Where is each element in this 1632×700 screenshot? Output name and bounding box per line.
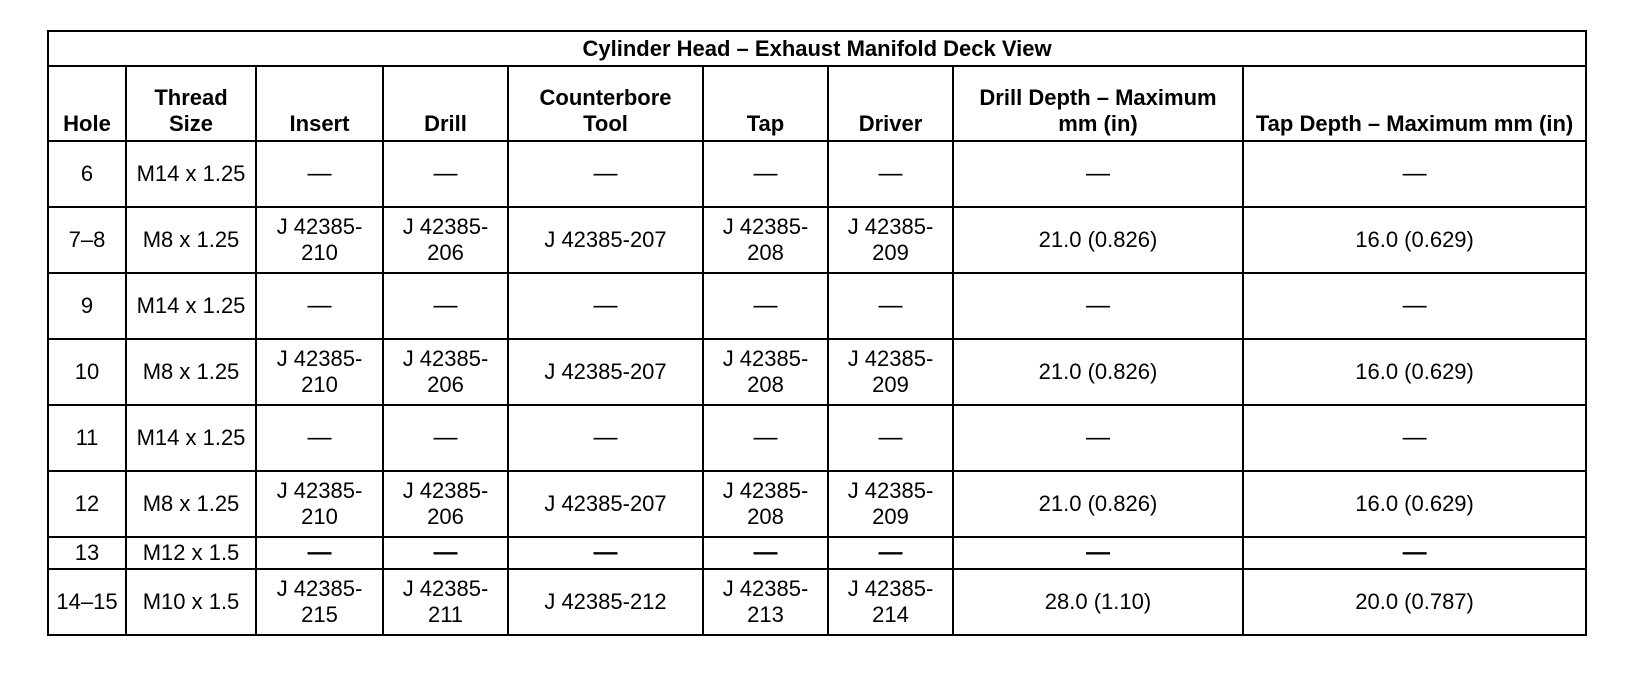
cell-insert: — xyxy=(256,405,383,471)
cell-tap: — xyxy=(703,537,828,569)
cell-thread-size: M12 x 1.5 xyxy=(126,537,256,569)
cell-drill-depth: 21.0 (0.826) xyxy=(953,339,1243,405)
cell-insert: — xyxy=(256,141,383,207)
cell-thread-size: M14 x 1.25 xyxy=(126,141,256,207)
cell-drill-depth: — xyxy=(953,273,1243,339)
cell-thread-size: M8 x 1.25 xyxy=(126,207,256,273)
cell-tap: — xyxy=(703,405,828,471)
cell-drill: J 42385-206 xyxy=(383,471,508,537)
cell-thread-size: M8 x 1.25 xyxy=(126,339,256,405)
cell-counterbore-tool: — xyxy=(508,141,703,207)
cell-thread-size: M8 x 1.25 xyxy=(126,471,256,537)
cell-counterbore-tool: J 42385-207 xyxy=(508,339,703,405)
cell-hole: 14–15 xyxy=(48,569,126,635)
cell-counterbore-tool: — xyxy=(508,537,703,569)
cell-driver: J 42385-209 xyxy=(828,207,953,273)
header-driver: Driver xyxy=(828,66,953,141)
table-row xyxy=(48,471,1586,537)
cell-drill: — xyxy=(383,405,508,471)
header-drill-depth: Drill Depth – Maximum mm (in) xyxy=(953,66,1243,141)
table-row xyxy=(48,405,1586,471)
cell-drill-depth: — xyxy=(953,141,1243,207)
cell-tap: J 42385-208 xyxy=(703,207,828,273)
header-insert: Insert xyxy=(256,66,383,141)
cell-insert: J 42385-210 xyxy=(256,207,383,273)
cell-drill: — xyxy=(383,537,508,569)
cell-hole: 9 xyxy=(48,273,126,339)
cell-tap-depth: — xyxy=(1243,141,1586,207)
cell-driver: — xyxy=(828,537,953,569)
cell-thread-size: M14 x 1.25 xyxy=(126,405,256,471)
cell-tap-depth: 16.0 (0.629) xyxy=(1243,339,1586,405)
cell-drill-depth: 21.0 (0.826) xyxy=(953,471,1243,537)
cell-counterbore-tool: J 42385-207 xyxy=(508,207,703,273)
cell-tap: J 42385-213 xyxy=(703,569,828,635)
cell-tap: — xyxy=(703,141,828,207)
cell-drill-depth: 28.0 (1.10) xyxy=(953,569,1243,635)
table-row xyxy=(48,273,1586,339)
table-row xyxy=(48,207,1586,273)
header-hole: Hole xyxy=(48,66,126,141)
cell-drill-depth: — xyxy=(953,537,1243,569)
cell-tap-depth: 16.0 (0.629) xyxy=(1243,207,1586,273)
cell-insert: — xyxy=(256,273,383,339)
header-tap: Tap xyxy=(703,66,828,141)
cell-driver: — xyxy=(828,273,953,339)
table-title: Cylinder Head – Exhaust Manifold Deck View xyxy=(48,31,1586,66)
cell-hole: 6 xyxy=(48,141,126,207)
cell-tap-depth: 16.0 (0.629) xyxy=(1243,471,1586,537)
cell-drill-depth: — xyxy=(953,405,1243,471)
cell-insert: — xyxy=(256,537,383,569)
cell-driver: J 42385-209 xyxy=(828,471,953,537)
cell-hole: 13 xyxy=(48,537,126,569)
cell-tap-depth: — xyxy=(1243,273,1586,339)
cell-hole: 12 xyxy=(48,471,126,537)
cell-tap-depth: — xyxy=(1243,537,1586,569)
cell-drill: — xyxy=(383,141,508,207)
header-tap-depth: Tap Depth – Maximum mm (in) xyxy=(1243,66,1586,141)
header-counterbore-tool: Counterbore Tool xyxy=(508,66,703,141)
cell-counterbore-tool: J 42385-212 xyxy=(508,569,703,635)
cell-drill-depth: 21.0 (0.826) xyxy=(953,207,1243,273)
cell-driver: — xyxy=(828,141,953,207)
table-row xyxy=(48,569,1586,635)
cell-hole: 10 xyxy=(48,339,126,405)
cell-hole: 7–8 xyxy=(48,207,126,273)
cell-counterbore-tool: J 42385-207 xyxy=(508,471,703,537)
table-row xyxy=(48,537,1586,569)
tool-specification-table xyxy=(47,30,1587,636)
cell-thread-size: M10 x 1.5 xyxy=(126,569,256,635)
cell-insert: J 42385-210 xyxy=(256,471,383,537)
cell-driver: J 42385-214 xyxy=(828,569,953,635)
cell-thread-size: M14 x 1.25 xyxy=(126,273,256,339)
table-row xyxy=(48,339,1586,405)
cell-driver: J 42385-209 xyxy=(828,339,953,405)
cell-drill: J 42385-206 xyxy=(383,207,508,273)
header-thread-size: Thread Size xyxy=(126,66,256,141)
cell-insert: J 42385-210 xyxy=(256,339,383,405)
cell-tap-depth: — xyxy=(1243,405,1586,471)
table-row xyxy=(48,141,1586,207)
cell-insert: J 42385-215 xyxy=(256,569,383,635)
cell-tap: J 42385-208 xyxy=(703,339,828,405)
cell-counterbore-tool: — xyxy=(508,405,703,471)
cell-driver: — xyxy=(828,405,953,471)
cell-tap: J 42385-208 xyxy=(703,471,828,537)
cell-tap-depth: 20.0 (0.787) xyxy=(1243,569,1586,635)
cell-drill: — xyxy=(383,273,508,339)
header-drill: Drill xyxy=(383,66,508,141)
cell-drill: J 42385-206 xyxy=(383,339,508,405)
cell-tap: — xyxy=(703,273,828,339)
cell-counterbore-tool: — xyxy=(508,273,703,339)
cell-hole: 11 xyxy=(48,405,126,471)
cell-drill: J 42385-211 xyxy=(383,569,508,635)
